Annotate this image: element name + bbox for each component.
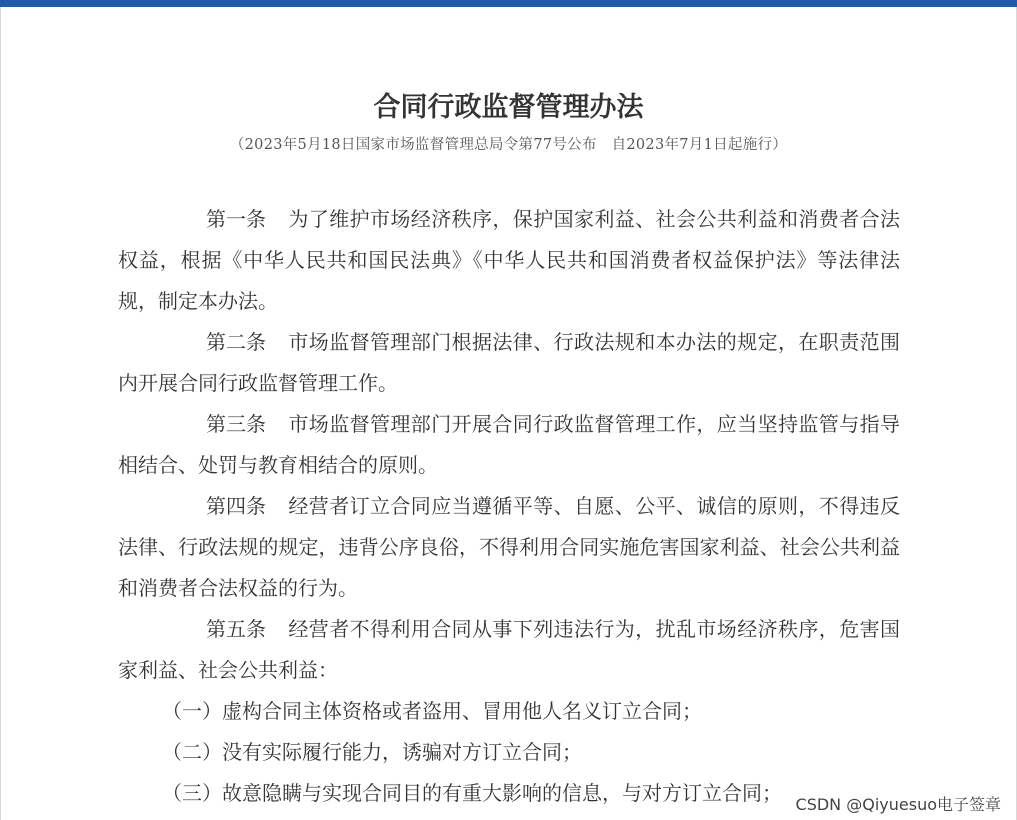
article-text: 经营者订立合同应当遵循平等、自愿、公平、诚信的原则，不得违反法律、行政法规的规定，违背公序良俗，不得利用合同实施危害国家利益、社会公共利益和消费者合法权益的行为。	[118, 494, 900, 600]
article-number: 第五条	[206, 617, 266, 641]
article-3	[118, 404, 900, 486]
list-item: （一）虚构合同主体资格或者盗用、冒用他人名义订立合同；	[162, 699, 702, 723]
article-number: 第二条	[206, 330, 266, 354]
article-text: 为了维护市场经济秩序，保护国家利益、社会公共利益和消费者合法权益，根据《中华人民共和国民法典》《中华人民共和国消费者权益保护法》等法律法规，制定本办法。	[118, 207, 900, 313]
list-item: （二）没有实际履行能力，诱骗对方订立合同；	[162, 740, 582, 764]
document-body	[118, 199, 900, 814]
article-text: 市场监督管理部门开展合同行政监督管理工作，应当坚持监管与指导相结合、处罚与教育相结合的原则。	[118, 412, 900, 477]
article-1	[118, 199, 900, 322]
document-title: 合同行政监督管理办法	[373, 92, 644, 124]
article-number: 第一条	[206, 207, 266, 231]
article-number: 第三条	[206, 412, 266, 436]
article-4	[118, 486, 900, 609]
document-subtitle: （2023年5月18日国家市场监督管理总局令第77号公布 自2023年7月1日起施行）	[229, 137, 788, 153]
top-accent-bar	[0, 0, 1017, 7]
article-number: 第四条	[206, 494, 266, 518]
article-text: 经营者不得利用合同从事下列违法行为，扰乱市场经济秩序，危害国家利益、社会公共利益：	[118, 617, 900, 682]
watermark: CSDN @Qiyuesuo电子签章	[795, 795, 1001, 814]
article-text: 市场监督管理部门根据法律、行政法规和本办法的规定，在职责范围内开展合同行政监督管理工作。	[118, 330, 900, 395]
article-5	[118, 609, 900, 691]
list-item: （三）故意隐瞒与实现合同目的有重大影响的信息，与对方订立合同；	[162, 781, 782, 805]
article-2	[118, 322, 900, 404]
